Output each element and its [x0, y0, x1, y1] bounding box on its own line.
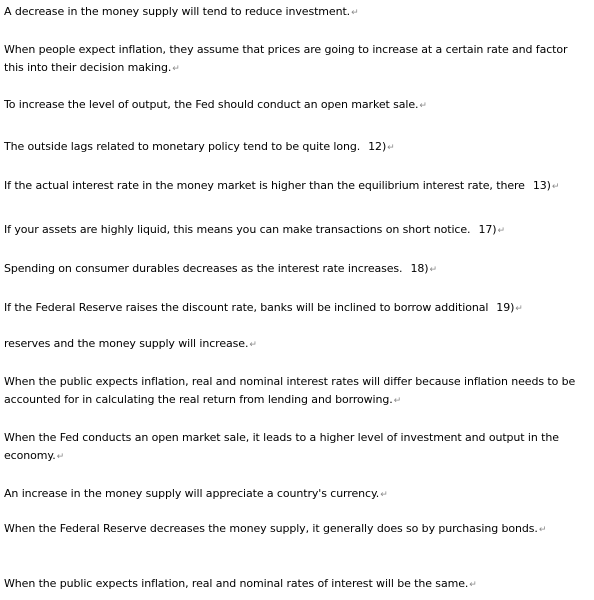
question-number: 17)	[478, 223, 497, 236]
paragraph-text: When the public expects inflation, real and nominal interest rates will differ because inflation needs to be accounted for in calculating the real return from lending and borrowing.	[4, 375, 576, 406]
paragraph-7	[4, 260, 590, 279]
paragraph-5	[4, 177, 590, 196]
paragraph-mark-icon: ↵	[56, 452, 65, 462]
paragraph-6	[4, 221, 590, 240]
paragraph-mark-icon: ↵	[393, 396, 402, 406]
paragraph-mark-icon: ↵	[551, 182, 560, 192]
paragraph-4	[4, 138, 590, 157]
paragraph-10	[4, 373, 590, 410]
question-number: 12)	[368, 140, 387, 153]
question-number: 18)	[410, 262, 429, 275]
paragraph-mark-icon: ↵	[497, 226, 505, 236]
paragraph-mark-icon: ↵	[419, 101, 427, 111]
paragraph-12	[4, 485, 590, 504]
paragraph-text: When the public expects inflation, real and nominal rates of interest will be the same.	[4, 577, 469, 590]
paragraph-text: When people expect inflation, they assume that prices are going to increase at a certain rate and factor this into their decision making.	[4, 43, 568, 74]
paragraph-2	[4, 41, 590, 78]
paragraph-mark-icon: ↵	[249, 340, 257, 350]
paragraph-mark-icon: ↵	[515, 304, 523, 314]
paragraph-text: reserves and the money supply will increase.	[4, 337, 249, 350]
paragraph-13	[4, 520, 590, 539]
paragraph-mark-icon: ↵	[351, 8, 359, 18]
paragraph-mark-icon: ↵	[172, 64, 180, 74]
paragraph-text: When the Fed conducts an open market sale, it leads to a higher level of investment and output in the economy.	[4, 431, 559, 462]
paragraph-text: To increase the level of output, the Fed should conduct an open market sale.	[4, 98, 419, 111]
paragraph-text: If the Federal Reserve raises the discount rate, banks will be inclined to borrow additional	[4, 301, 489, 314]
paragraph-mark-icon: ↵	[380, 490, 388, 500]
paragraph-text: An increase in the money supply will appreciate a country's currency.	[4, 487, 380, 500]
paragraph-mark-icon: ↵	[387, 143, 395, 153]
paragraph-text: Spending on consumer durables decreases as the interest rate increases.	[4, 262, 403, 275]
paragraph-mark-icon: ↵	[469, 580, 477, 590]
paragraph-8	[4, 299, 590, 318]
paragraph-text: If your assets are highly liquid, this means you can make transactions on short notice.	[4, 223, 471, 236]
paragraph-text: When the Federal Reserve decreases the money supply, it generally does so by purchasing bonds.	[4, 522, 538, 535]
question-number: 19)	[496, 301, 515, 314]
paragraph-mark-icon: ↵	[429, 265, 437, 275]
paragraph-9	[4, 335, 590, 354]
paragraph-1	[4, 3, 590, 22]
question-number: 13)	[532, 179, 551, 192]
paragraph-text: A decrease in the money supply will tend to reduce investment.	[4, 5, 351, 18]
paragraph-14	[4, 575, 590, 594]
paragraph-text: If the actual interest rate in the money market is higher than the equilibrium interest rate, there	[4, 179, 525, 192]
paragraph-3	[4, 96, 590, 115]
paragraph-mark-icon: ↵	[538, 525, 547, 535]
paragraph-11	[4, 429, 590, 466]
paragraph-text: The outside lags related to monetary policy tend to be quite long.	[4, 140, 361, 153]
